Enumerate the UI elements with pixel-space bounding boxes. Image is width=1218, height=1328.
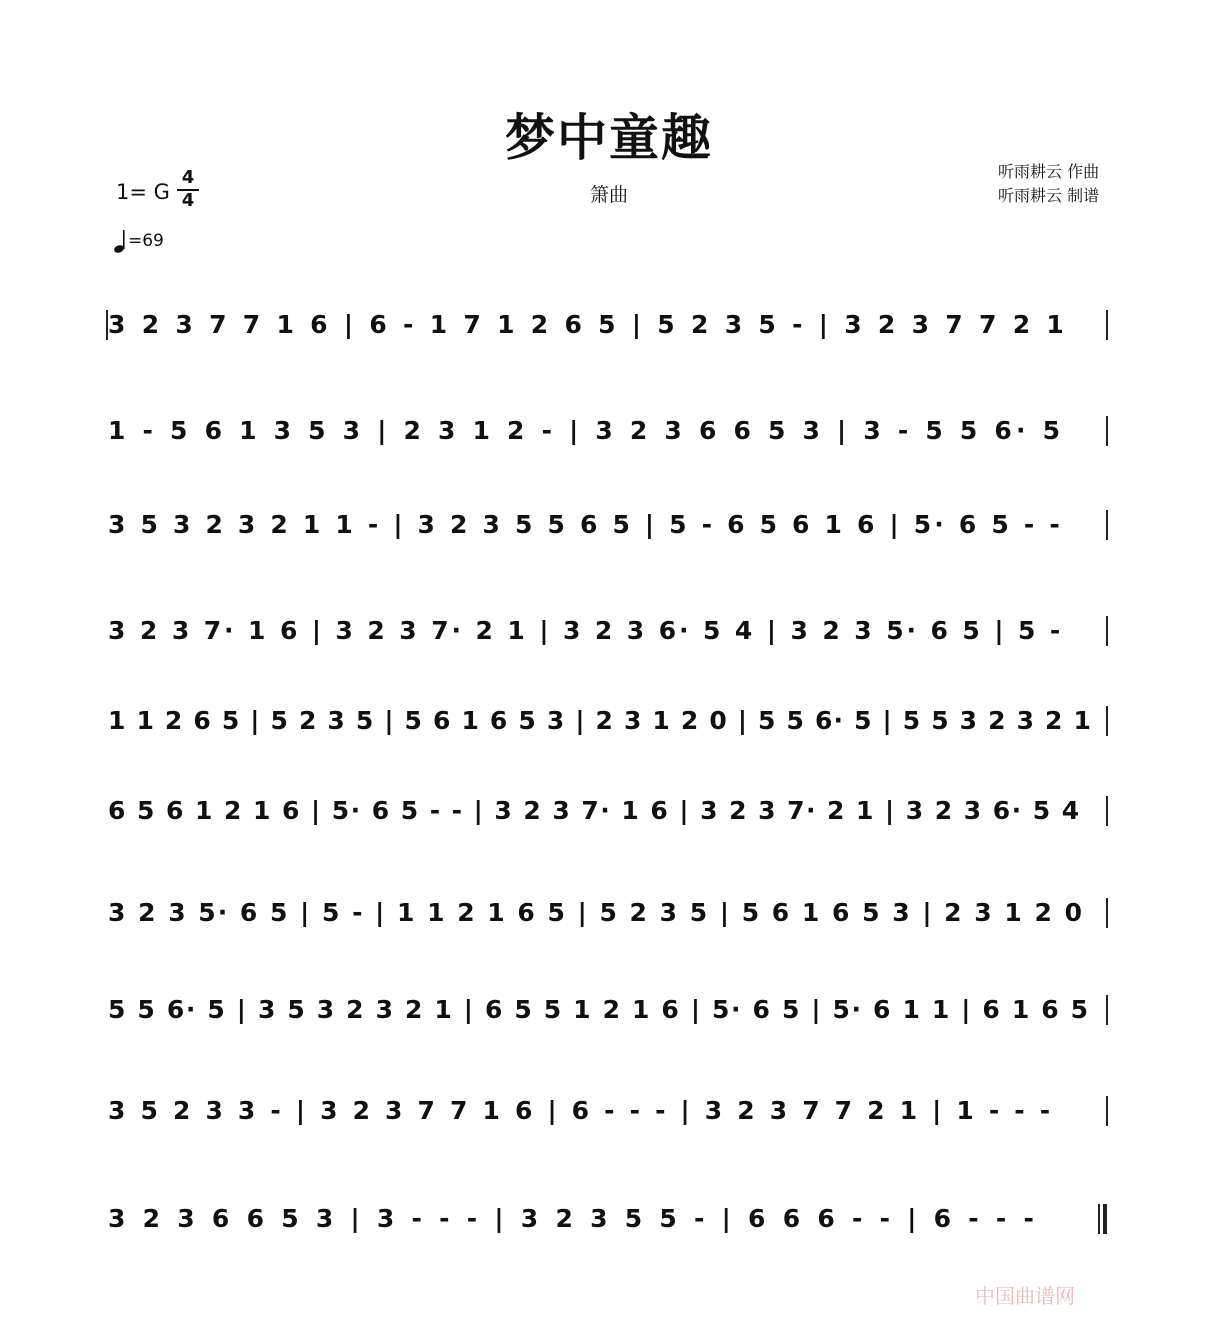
watermark: 中国曲谱网 xyxy=(975,1284,1075,1308)
score-row xyxy=(104,414,1110,454)
score-row-notes: 3 2 3 5· 6 5 | 5 - | 1 1 2 1 6 5 | 5 2 3 5 | 5 6 1 6 5 3 | 2 3 1 2 0 xyxy=(108,898,1084,927)
score-row-notes: 5 5 6· 5 | 3 5 3 2 3 2 1 | 6 5 5 1 2 1 6 | 5· 6 5 | 5· 6 1 1 | 6 1 6 5 xyxy=(108,995,1090,1024)
time-signature-denominator: 4 xyxy=(181,190,195,211)
tempo-marking xyxy=(114,228,164,254)
score-row-notes: 6 5 6 1 2 1 6 | 5· 6 5 - - | 3 2 3 7· 1 6 | 3 2 3 7· 2 1 | 3 2 3 6· 5 4 xyxy=(108,796,1081,825)
barline xyxy=(1106,416,1108,446)
barline xyxy=(1106,310,1108,340)
composer-credit: 听雨耕云 作曲 xyxy=(998,162,1100,181)
subtitle: 箫曲 xyxy=(589,184,628,206)
tempo-value: =69 xyxy=(128,231,164,251)
quarter-note-icon xyxy=(114,228,128,254)
score-row xyxy=(104,1094,1110,1134)
score-row-notes: 3 2 3 7· 1 6 | 3 2 3 7· 2 1 | 3 2 3 6· 5 4 | 3 2 3 5· 6 5 | 5 - xyxy=(108,616,1064,645)
score-row xyxy=(104,993,1110,1033)
score-row xyxy=(104,896,1110,936)
score-row xyxy=(104,614,1110,654)
score-row-notes: 1 1 2 6 5 | 5 2 3 5 | 5 6 1 6 5 3 | 2 3 1 2 0 | 5 5 6· 5 | 5 5 3 2 3 2 1 xyxy=(108,706,1093,735)
final-barline xyxy=(1098,1204,1108,1234)
barline xyxy=(1106,510,1108,540)
barline xyxy=(1106,1096,1108,1126)
score-row xyxy=(104,508,1110,548)
score-row-notes: 3 5 2 3 3 - | 3 2 3 7 7 1 6 | 6 - - - | 3 2 3 7 7 2 1 | 1 - - - xyxy=(108,1096,1054,1125)
time-signature xyxy=(177,168,199,211)
key-signature: 1= G xyxy=(116,180,170,204)
score-row-notes: 1 - 5 6 1 3 5 3 | 2 3 1 2 - | 3 2 3 6 6 5 3 | 3 - 5 5 6· 5 xyxy=(108,416,1065,445)
page-title: 梦中童趣 xyxy=(505,109,713,167)
score-row-notes: 3 5 3 2 3 2 1 1 - | 3 2 3 5 5 6 5 | 5 - 6 5 6 1 6 | 5· 6 5 - - xyxy=(108,510,1063,539)
score-row xyxy=(104,308,1110,348)
score-row-notes: 3 2 3 7 7 1 6 | 6 - 1 7 1 2 6 5 | 5 2 3 5 - | 3 2 3 7 7 2 1 xyxy=(108,310,1068,339)
score-row xyxy=(104,1202,1110,1242)
score-row xyxy=(104,794,1110,834)
barline xyxy=(1106,796,1108,826)
barline xyxy=(1106,995,1108,1025)
barline xyxy=(1106,616,1108,646)
arranger-credit: 听雨耕云 制谱 xyxy=(998,186,1100,205)
score-row-notes: 3 2 3 6 6 5 3 | 3 - - - | 3 2 3 5 5 - | 6 6 6 - - | 6 - - - xyxy=(108,1204,1039,1233)
credits xyxy=(998,160,1099,208)
barline xyxy=(1106,706,1108,736)
barline xyxy=(1106,898,1108,928)
score-row xyxy=(104,704,1110,744)
time-signature-numerator: 4 xyxy=(177,168,199,191)
